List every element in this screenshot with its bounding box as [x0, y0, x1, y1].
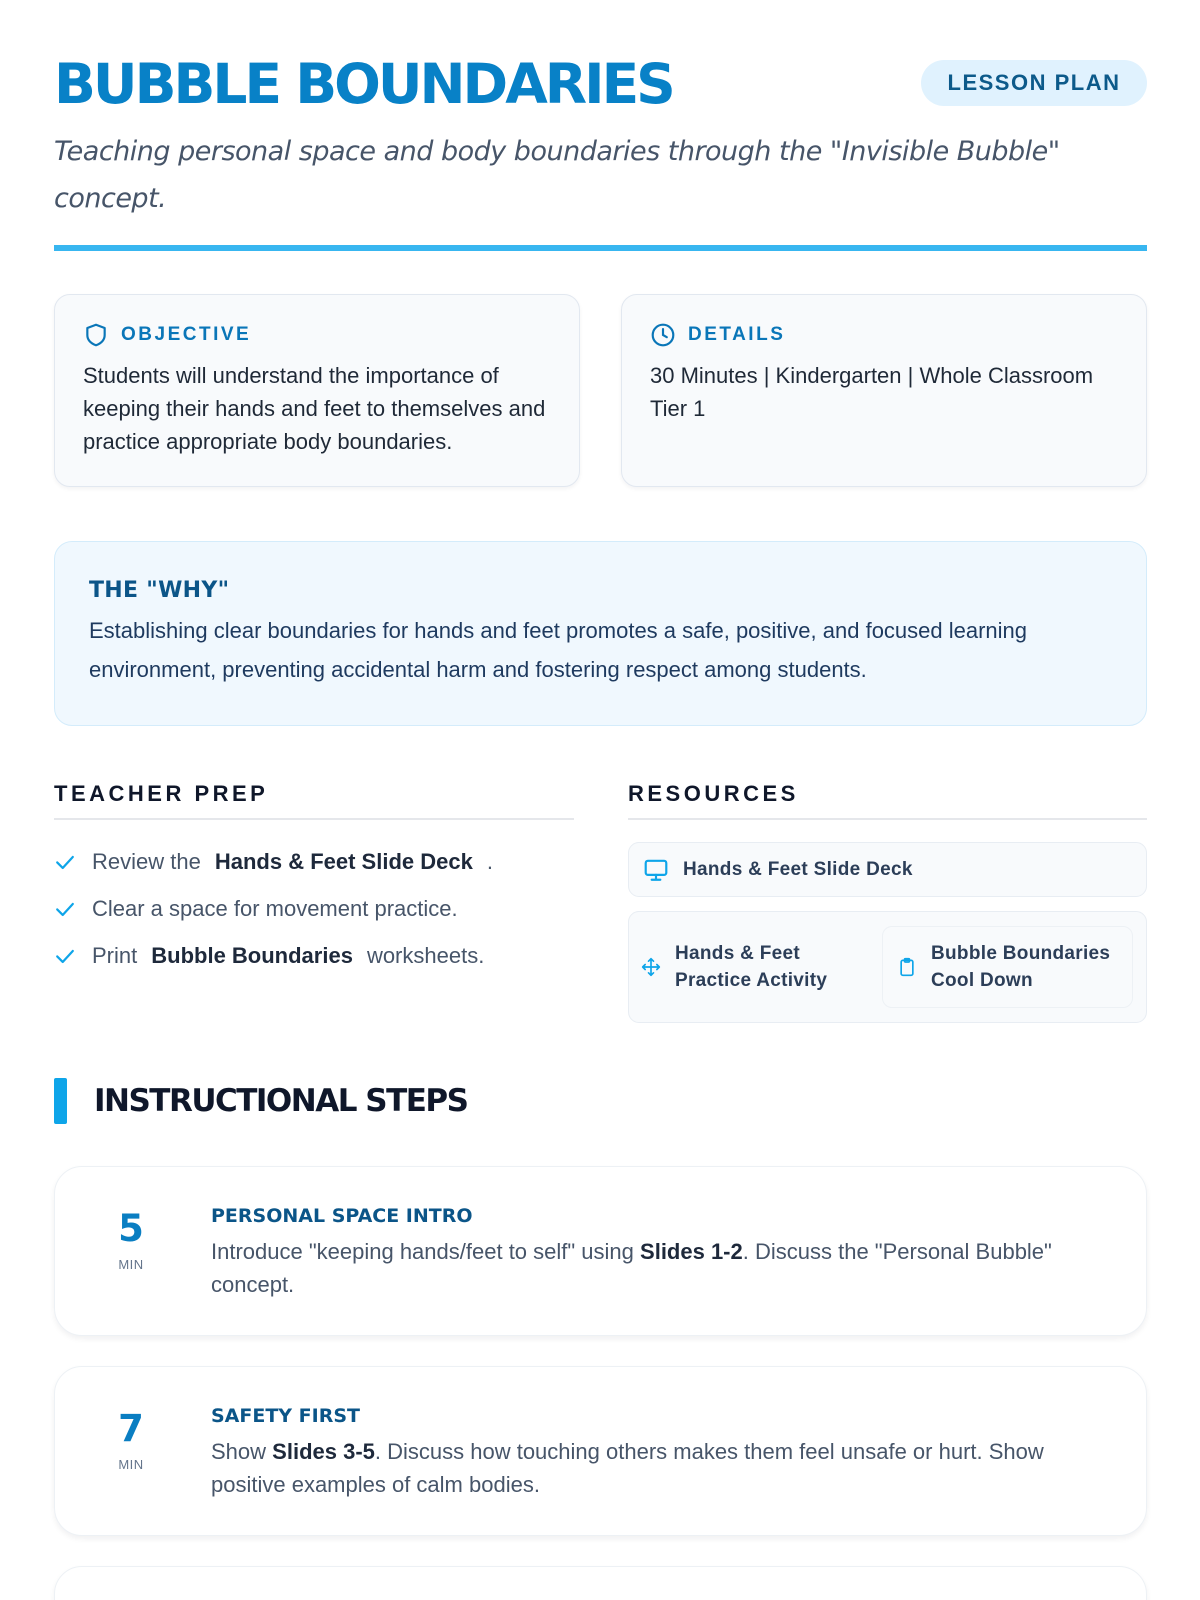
resource-label: Hands & Feet Slide Deck [683, 858, 913, 880]
header-divider [54, 245, 1147, 251]
clock-icon [650, 322, 676, 348]
check-icon [54, 945, 76, 967]
step-title: SAFETY FIRST [211, 1405, 361, 1427]
objective-text: Students will understand the importance of keeping their hands and feet to themselves and practice appropriate body boundaries. [83, 363, 546, 454]
step-title: PERSONAL SPACE INTRO [211, 1205, 473, 1227]
step-card-partial [54, 1566, 1147, 1600]
resource-cool-down[interactable] [882, 926, 1133, 1008]
move-icon [641, 957, 661, 977]
step-description: Show Slides 3-5. Discuss how touching others makes them feel unsafe or hurt. Show positive examples of calm bodies. [211, 1439, 1044, 1497]
prep-item-bold: Bubble Boundaries [151, 942, 353, 968]
objective-label: OBJECTIVE [121, 324, 252, 345]
resource-label: Bubble Boundaries Cool Down [931, 943, 1111, 991]
page-title: BUBBLE BOUNDARIES [54, 52, 673, 116]
monitor-icon [643, 857, 669, 883]
details-text: 30 Minutes | Kindergarten | Whole Classroom Tier 1 [650, 363, 1094, 421]
step-unit: MIN [118, 1457, 144, 1472]
lesson-plan-page [54, 0, 1147, 1497]
details-label: DETAILS [688, 324, 786, 345]
step-minutes: 5 [118, 1207, 144, 1250]
instructional-steps-header [54, 1078, 467, 1124]
check-icon [54, 851, 76, 873]
step-duration [96, 1405, 166, 1472]
instructional-steps-title: INSTRUCTIONAL STEPS [94, 1083, 468, 1119]
prep-item [54, 838, 574, 885]
page-subtitle: Teaching personal space and body boundaries through the "Invisible Bubble" concept. [54, 136, 1060, 214]
why-text: Establishing clear boundaries for hands and feet promotes a safe, positive, and focused learning environment, preventing accidental harm and fostering respect among students. [89, 618, 1028, 682]
resource-slide-deck[interactable] [628, 842, 1147, 897]
step-slides: Slides 1-2 [640, 1239, 743, 1264]
step-card [54, 1166, 1147, 1336]
details-card [621, 294, 1147, 487]
teacher-prep-title: TEACHER PREP [54, 781, 269, 806]
resource-label: Hands & Feet Practice Activity [675, 943, 828, 991]
step-minutes: 7 [118, 1407, 144, 1450]
resources-list [628, 842, 1147, 1023]
prep-item-text: Review the [92, 848, 201, 874]
resource-practice-activity[interactable] [641, 926, 881, 1008]
why-title: THE "WHY" [89, 578, 230, 603]
objective-card [54, 294, 580, 487]
section-accent-bar [54, 1078, 67, 1124]
step-slides: Slides 3-5 [272, 1439, 375, 1464]
prep-item [54, 885, 574, 932]
check-icon [54, 898, 76, 920]
clipboard-icon [897, 957, 917, 977]
resource-group [628, 911, 1147, 1023]
lesson-plan-badge: LESSON PLAN [921, 60, 1147, 106]
header [54, 0, 1147, 248]
prep-item-text-end: . [486, 848, 493, 874]
teacher-prep-list [54, 838, 574, 979]
prep-item-text-end: worksheets. [366, 942, 485, 968]
prep-item-text: Clear a space for movement practice. [92, 895, 458, 921]
resources-divider [628, 818, 1147, 820]
step-card [54, 1366, 1147, 1536]
prep-item-bold: Hands & Feet Slide Deck [214, 848, 473, 874]
resources-title: RESOURCES [628, 781, 799, 806]
step-description: Introduce "keeping hands/feet to self" using Slides 1-2. Discuss the "Personal Bubble" concept. [211, 1239, 1052, 1297]
teacher-prep-divider [54, 818, 574, 820]
shield-icon [83, 322, 109, 348]
why-callout [54, 541, 1147, 726]
step-unit: MIN [118, 1257, 144, 1272]
prep-item [54, 932, 574, 979]
step-duration [96, 1205, 166, 1272]
prep-item-text: Print [92, 942, 138, 968]
